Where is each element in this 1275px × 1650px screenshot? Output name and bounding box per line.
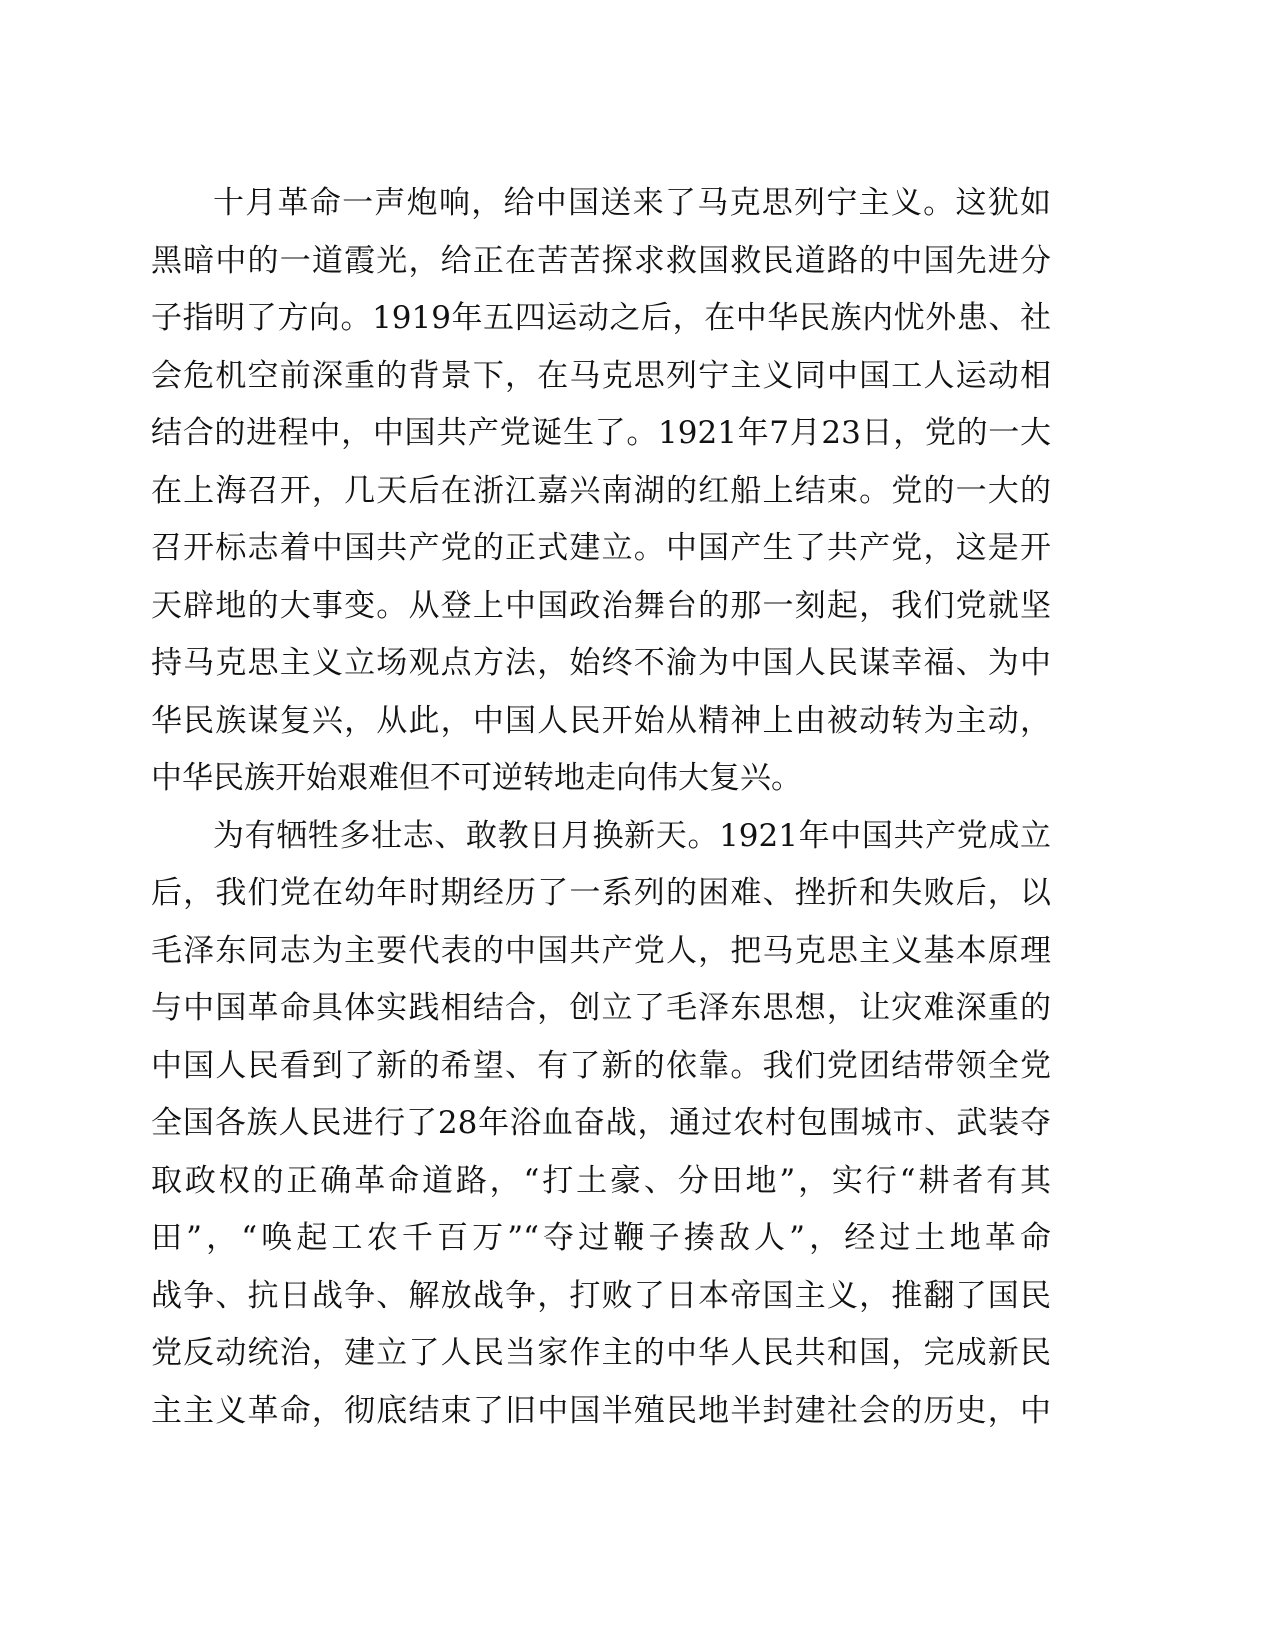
body-text: [151, 175, 1051, 1440]
text-line: 召开标志着中国共产党的正式建立。中国产生了共产党，这是开: [151, 530, 1051, 566]
text-line: 结合的进程中，中国共产党诞生了。1921年7月23日，党的一大: [151, 415, 1051, 451]
text-line: 会危机空前深重的背景下，在马克思列宁主义同中国工人运动相: [151, 357, 1051, 394]
text-line: 十月革命一声炮响，给中国送来了马克思列宁主义。这犹如: [213, 185, 1051, 221]
text-line: 战争、抗日战争、解放战争，打败了日本帝国主义，推翻了国民: [151, 1277, 1051, 1314]
text-line: 与中国革命具体实践相结合，创立了毛泽东思想，让灾难深重的: [151, 990, 1051, 1026]
text-line: 取政权的正确革命道路，“打土豪、分田地”，实行“耕者有其: [151, 1162, 1051, 1199]
text-line: 为有牺牲多壮志、敢教日月换新天。1921年中国共产党成立: [213, 817, 1051, 854]
text-line: 中华民族开始艰难但不可逆转地走向伟大复兴。: [151, 760, 802, 796]
text-line: 中国人民看到了新的希望、有了新的依靠。我们党团结带领全党: [151, 1047, 1051, 1084]
text-line: 毛泽东同志为主要代表的中国共产党人，把马克思主义基本原理: [151, 932, 1051, 969]
text-line: 全国各族人民进行了28年浴血奋战，通过农村包围城市、武装夺: [151, 1105, 1051, 1141]
text-line: 华民族谋复兴，从此，中国人民开始从精神上由被动转为主动，: [151, 702, 1051, 739]
text-line: 后，我们党在幼年时期经历了一系列的困难、挫折和失败后，以: [151, 875, 1051, 911]
paragraph-party-founding: [151, 808, 1051, 1441]
text-line: 黑暗中的一道霞光，给正在苦苦探求救国救民道路的中国先进分: [151, 242, 1051, 279]
text-line: 主主义革命，彻底结束了旧中国半殖民地半封建社会的历史，中: [151, 1392, 1051, 1429]
text-line: 子指明了方向。1919年五四运动之后，在中华民族内忧外患、社: [151, 300, 1051, 336]
text-line: 党反动统治，建立了人民当家作主的中华人民共和国，完成新民: [151, 1335, 1051, 1371]
paragraph-october-revolution: [151, 175, 1051, 808]
text-line: 持马克思主义立场观点方法，始终不渝为中国人民谋幸福、为中: [151, 645, 1051, 681]
text-line: 田”，“唤起工农千百万”“夺过鞭子揍敌人”，经过土地革命: [151, 1220, 1051, 1256]
text-line: 在上海召开，几天后在浙江嘉兴南湖的红船上结束。党的一大的: [151, 472, 1051, 509]
text-line: 天辟地的大事变。从登上中国政治舞台的那一刻起，我们党就坚: [151, 587, 1051, 624]
